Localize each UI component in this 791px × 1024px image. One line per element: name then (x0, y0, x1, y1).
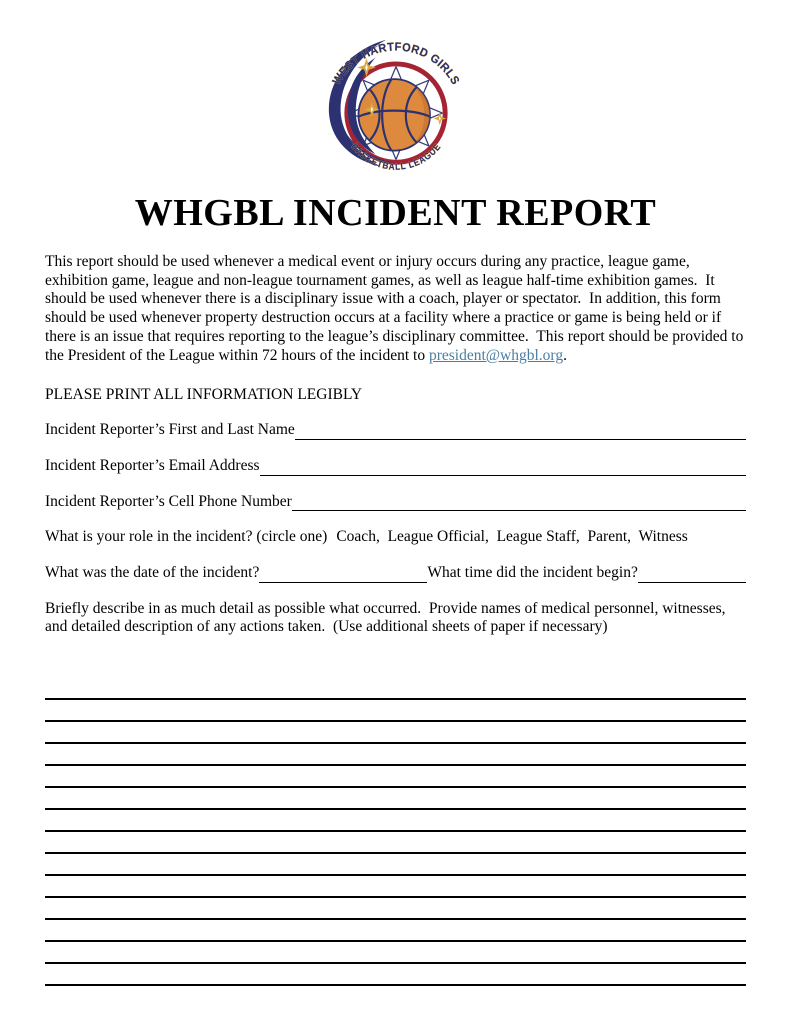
reporter-name-write-line (295, 422, 746, 440)
intro-text-after: . (563, 346, 567, 364)
description-prompt: Briefly describe in as much detail as possible what occurred. Provide names of medical personnel, witnesses, and detailed description of any actions taken. (Use additional sheets of paper if necessary) (45, 599, 730, 636)
description-write-line (45, 678, 746, 700)
description-write-lines (45, 678, 746, 986)
president-email-link[interactable]: president@whgbl.org (428, 346, 564, 364)
role-question-label: What is your role in the incident? (circle one) (45, 528, 328, 546)
description-write-line (45, 766, 746, 788)
reporter-email-label: Incident Reporter’s Email Address (45, 456, 260, 474)
description-write-line (45, 964, 746, 986)
basketball-icon (358, 79, 430, 151)
field-date-time (45, 564, 746, 583)
description-write-line (45, 832, 746, 854)
description-write-line (45, 700, 746, 722)
incident-time-write-line (638, 565, 746, 583)
incident-date-write-line (259, 565, 427, 583)
field-role (45, 528, 746, 547)
field-reporter-email (45, 457, 746, 476)
logo-arc-top-text: WEST HARTFORD GIRLS (329, 40, 462, 88)
description-write-line (45, 942, 746, 964)
incident-date-label: What was the date of the incident? (45, 564, 260, 582)
field-reporter-name (45, 421, 746, 440)
description-write-line (45, 810, 746, 832)
description-write-line (45, 920, 746, 942)
field-reporter-phone (45, 493, 746, 512)
logo-arc-bottom-text: BASKETBALL LEAGUE (348, 140, 443, 172)
intro-paragraph (45, 253, 746, 365)
intro-text: This report should be used whenever a medical event or injury occurs during any practice, league game, exhibition game, league and non-league tournament games, as well as league half-time exhibition games. It should be used whenever there is a disciplinary issue with a coach, player or spectator. In addition, this form should be used whenever property destruction occurs at a facility where a practice or game is being held or if there is an issue that requires reporting to the league’s disciplinary committee. This report should be provided to the President of the League within 72 hours of the incident to (45, 253, 748, 364)
whgbl-league-logo (320, 38, 472, 181)
print-legibly-instruction: PLEASE PRINT ALL INFORMATION LEGIBLY (45, 386, 363, 404)
reporter-phone-write-line (292, 493, 746, 511)
reporter-phone-label: Incident Reporter’s Cell Phone Number (45, 492, 292, 510)
reporter-email-write-line (260, 458, 746, 476)
description-write-line (45, 722, 746, 744)
reporter-name-label: Incident Reporter’s First and Last Name (45, 421, 295, 439)
description-write-line (45, 876, 746, 898)
description-write-line (45, 854, 746, 876)
role-options: Coach, League Official, League Staff, Parent, Witness (336, 528, 688, 546)
description-write-line (45, 744, 746, 766)
page-title: WHGBL INCIDENT REPORT (134, 192, 657, 234)
incident-time-label: What time did the incident begin? (427, 564, 638, 582)
description-write-line (45, 788, 746, 810)
description-write-line (45, 898, 746, 920)
